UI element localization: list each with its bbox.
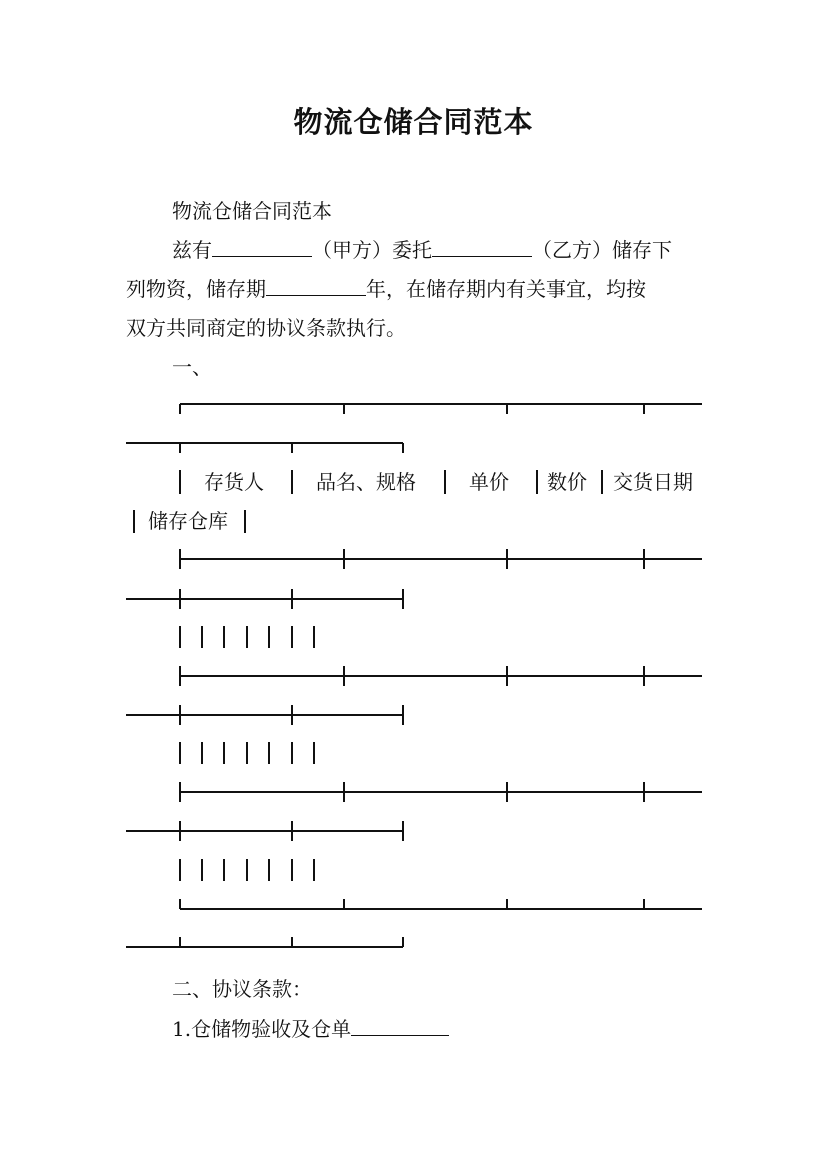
table-row-2-bars (180, 742, 314, 764)
storage-term-text-2: 年，在储存期内有关事宜，均按 (366, 277, 646, 301)
table-row-1-bars (180, 626, 314, 648)
clause-1-blank (351, 1014, 449, 1036)
party-b-text: （乙方）储存下 (532, 238, 672, 262)
header-depositor: 存货人 (204, 470, 264, 494)
clause-1-text: 1.仓储物验收及仓单 (172, 1017, 352, 1041)
section-one-heading: 一、 (172, 355, 212, 379)
header-quantity: 数价 (547, 470, 587, 494)
table-separator-3 (126, 782, 702, 841)
header-warehouse: 储存仓库 (148, 509, 228, 533)
paragraph-line-3: 双方共同商定的协议条款执行。 (126, 316, 406, 340)
header-delivery-date: 交货日期 (613, 470, 693, 494)
party-a-text: （甲方）委托 (312, 238, 432, 262)
table-separator-2 (126, 666, 702, 725)
storage-term-text: 列物资，储存期 (126, 277, 266, 301)
header-unit-price: 单价 (469, 470, 509, 494)
subtitle: 物流仓储合同范本 (172, 199, 332, 223)
table-row-3-bars (180, 859, 314, 881)
document-title: 物流仓储合同范本 (293, 105, 534, 139)
header-item-spec: 品名、规格 (316, 470, 416, 494)
table-separator-1 (126, 549, 702, 609)
clause-1 (126, 1014, 750, 1044)
table-top-border (126, 404, 702, 453)
table-bottom-border (126, 899, 702, 947)
intro-text: 兹有 (172, 238, 212, 262)
section-two-heading: 二、协议条款： (172, 977, 312, 1001)
